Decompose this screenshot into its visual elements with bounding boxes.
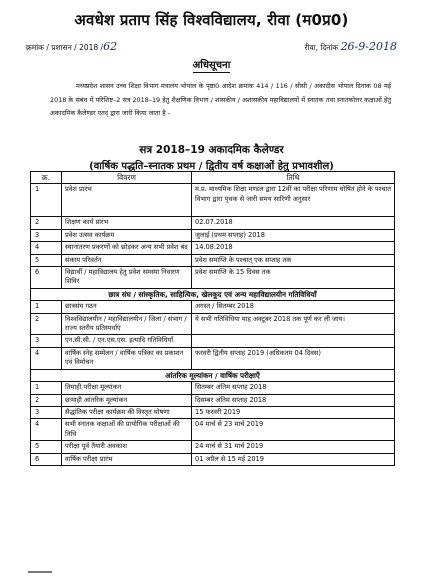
section-title-activities: छात्र संघ / सांस्कृतिक, साहित्यिक, खेलकूद एवं अन्य महाविद्यालयीन गतिविधियाँ: [31, 288, 395, 300]
notification-paragraph: [50, 80, 391, 121]
table-row: [31, 406, 395, 418]
table-row: [31, 313, 395, 335]
row-description: वार्षिक स्नेह सम्मेलन / वार्षिक पत्रिका का प्रकाशन एवं विमोचन: [62, 347, 192, 369]
row-description: सैद्धांतिक परीक्षा कार्यक्रम की विस्तृत घोषणा: [62, 406, 192, 418]
row-number: 2: [31, 394, 62, 406]
row-date: अगस्त / सितम्बर 2018: [192, 301, 395, 313]
row-date: फरवरी द्वितीय सप्ताह 2019 (अधिकतम 04 दिवस): [192, 347, 395, 369]
row-description: विश्वविद्यालयीन / महाविद्यालयीन / जिला / संभाग / राज्य स्तरीय प्रतिस्पर्धाएं: [62, 313, 192, 335]
row-description: विद्यार्थी / महाविद्यालय हेतु प्रवेश समस्या निवारण शिविर: [62, 267, 192, 289]
row-date: दिसम्बर अंतिम सप्ताह 2018: [192, 394, 395, 406]
row-description: सभी स्नातक कक्षाओं की प्रायोगिक परीक्षाओं की तिथि: [62, 419, 192, 441]
row-description: वार्षिक परीक्षा प्रारंभ: [62, 453, 192, 465]
row-date: प्रवेश समाप्ति के 15 दिवस तक: [192, 267, 395, 289]
reference-prefix: क्रमांक / प्रशासन / 2018 /: [26, 43, 104, 52]
table-row: [31, 453, 395, 465]
column-header-description: विवरण: [62, 172, 192, 184]
section-header-row: [31, 369, 395, 381]
row-number: 4: [31, 347, 62, 369]
row-number: 6: [31, 453, 62, 465]
row-date: 04 मार्च से 23 मार्च 2019: [192, 419, 395, 441]
table-row: [31, 184, 395, 217]
row-date: जुलाई (प्रथम सप्ताह) 2018: [192, 229, 395, 241]
row-number: 5: [31, 441, 62, 453]
row-number: 2: [31, 217, 62, 229]
row-date: ये सभी गतिविधिया माह अक्टूबर 2018 तक पूर्ण कर ली जाय।: [192, 313, 395, 335]
calendar-subtitle: (वार्षिक पद्धति–स्नातक प्रथम / द्वितीय वर्ष कक्षाओं हेतु प्रभावशील): [89, 161, 334, 172]
table-row: [31, 229, 395, 241]
table-row: [31, 301, 395, 313]
row-date: म.प्र. माध्यमिक शिक्षा मण्डल द्वारा 12वीं का परीक्षा परिणाम घोषित होने के पश्चात विभाग द्वारा पृथक से जारी समय सारिणी अनुसार: [192, 184, 395, 217]
date-prefix: रीवा, दिनांक: [304, 43, 339, 52]
row-number: 2: [31, 313, 62, 335]
table-row: [31, 242, 395, 254]
table-row: [31, 394, 395, 406]
notification-body-text: मध्यप्रदेश शासन उच्च शिक्षा विभाग मंत्रालय भोपाल के पृष्ठा0 आदेश क्रमांक 414 / 116 / सीसी / अकादीस भोपाल दिनांक 08 मई 2018 के संबंध में परिशिष्ट–2 सत्र 2018–19 हेतु शैक्षणिक विभाग / शासकीय / अशासकीय महाविद्यालयों में स्नातक तथा स्नातकोत्तर कक्षाओं हेतु अकादमिक कैलेण्डर एतद् द्वारा जारी किया जाता है –: [50, 82, 391, 118]
reference-handwritten-number: 62: [103, 40, 118, 53]
row-date: 14.08.2018: [192, 242, 395, 254]
column-header-number: क्र.: [31, 172, 62, 184]
row-description: प्रवेश उत्सव कार्यक्रम: [62, 229, 192, 241]
row-date: प्रवेश समाप्ति के पश्चात् एक सप्ताह तक: [192, 254, 395, 266]
notification-heading: [0, 57, 423, 71]
row-number: 3: [31, 229, 62, 241]
academic-calendar-table: [30, 171, 395, 466]
row-number: 6: [31, 267, 62, 289]
row-description: एन.सी.सी. / एन.एस.एस. इत्यादि गतिविधियाँ: [62, 335, 192, 347]
row-number: 1: [31, 184, 62, 217]
table-row: [31, 419, 395, 441]
notification-title: अधिसूचना: [192, 60, 231, 71]
row-date: 24 मार्च से 31 मार्च 2019: [192, 441, 395, 453]
calendar-title: सत्र 2018–19 अकादमिक कैलेण्डर: [139, 144, 284, 156]
row-description: स्थानांतरण प्रकरणों को छोड़कर अन्य सभी प्रवेश बंद: [62, 242, 192, 254]
table-row: [31, 347, 395, 369]
reference-number: [26, 40, 117, 53]
university-title: अवधेश प्रताप सिंह विश्वविद्यालय, रीवा (म0प्र0): [74, 11, 349, 29]
reference-row: [26, 40, 397, 54]
row-number: 4: [31, 242, 62, 254]
issue-date: [304, 40, 397, 53]
row-number: 1: [31, 382, 62, 394]
footer-mark: [28, 571, 52, 573]
table-header-row: [31, 172, 395, 184]
section-header-row: [31, 288, 395, 300]
row-date: 01 अप्रैल से 15 मई 2019: [192, 453, 395, 465]
column-header-date: तिथि: [192, 172, 395, 184]
table-row: [31, 217, 395, 229]
row-description: परीक्षा पूर्व तैयारी अवकाश: [62, 441, 192, 453]
date-handwritten-value: 26-9-2018: [340, 40, 397, 53]
table-row: [31, 441, 395, 453]
row-number: 3: [31, 335, 62, 347]
row-description: प्रवेश प्रारंभ: [62, 184, 192, 217]
row-description: शिक्षण कार्य प्रारंभ: [62, 217, 192, 229]
row-description: तिमाही परीक्षा मूल्यांकन: [62, 382, 192, 394]
row-number: 4: [31, 419, 62, 441]
row-date: 02.07.2018: [192, 217, 395, 229]
row-date: [192, 335, 395, 347]
table-row: [31, 254, 395, 266]
row-date: सितम्बर अंतिम सप्ताह 2018: [192, 382, 395, 394]
section-title-examinations: आंतरिक मूल्यांकन / वार्षिक परीक्षाएँ: [31, 369, 395, 381]
table-row: [31, 267, 395, 289]
table-row: [31, 335, 395, 347]
row-number: 3: [31, 406, 62, 418]
row-description: छात्रसंघ गठन: [62, 301, 192, 313]
row-description: छःमाही आंतरिक मूल्यांकन: [62, 394, 192, 406]
table-row: [31, 382, 395, 394]
row-number: 1: [31, 301, 62, 313]
row-date: 15 फरवरी 2019: [192, 406, 395, 418]
row-number: 5: [31, 254, 62, 266]
row-description: संकाय परिवर्तन: [62, 254, 192, 266]
